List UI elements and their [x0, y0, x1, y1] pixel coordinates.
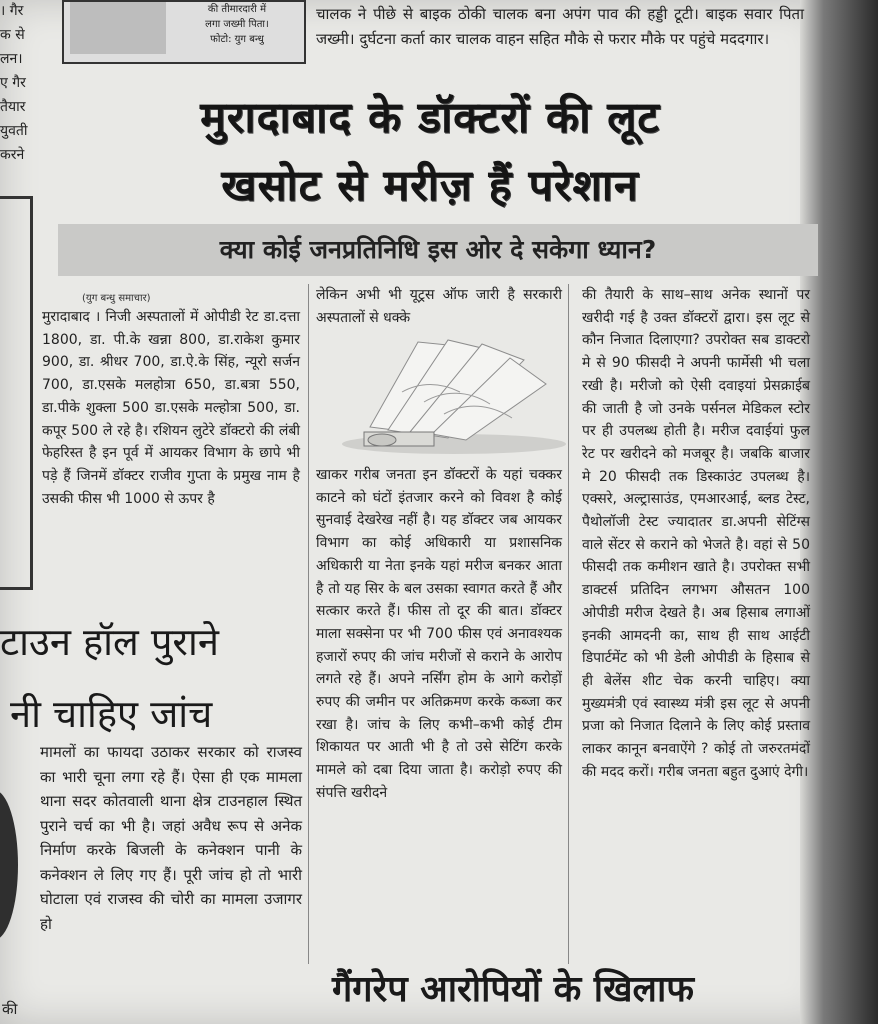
- caption-line: की तीमारदारी में: [207, 4, 267, 15]
- top-story-text: चालक ने पीछे से बाइक ठोकी चालक बना अपंग पाव की हड्डी टूटी। बाइक सवार पिता जख्मी। दुर्घटना कर्ता कार चालक वाहन सहित मौके से फरार मौके पर पहुंचे मददगार।: [316, 5, 804, 48]
- banknotes-image: [340, 332, 568, 456]
- headline-line-2: खसोट से मरीज़ हैं परेशान: [221, 161, 639, 211]
- side-headline-line-2: नी चाहिए जांच: [10, 692, 213, 736]
- left-cut-line: करने: [0, 147, 25, 163]
- caption-line: फोटो: युग बन्धु: [210, 34, 264, 45]
- side-headline: [0, 606, 300, 750]
- byline: (युग बन्धु समाचार): [82, 293, 151, 304]
- column-3-text: की तैयारी के साथ–साथ अनेक स्थानों पर खरीदी गई है उक्त डॉक्टरों द्वारा। इस लूट से कौन निजात दिलाएगा? उपरोक्त सब डाक्टरो मे से 90 फीसदी ने अपनी फार्मेसी भी चला रखी है। मरीजो को ऐसी दवाइयां प्रेसक्राईब की जाती है जो उनके पर्सनल मेडिकल स्टोर पर ही उपलब्ध होती है। मरीज दवाईयां फुल रेट पर खरीदने को मजबूर है। जबकि बाजार मे 20 फीसदी तक डिस्काउंट उपलब्ध है। एक्सरे, अल्ट्रासाउंड, एमआरआई, ब्लड टेस्ट, पैथोलॉजी टेस्ट ज्यादातर डा.अपनी सेटिंग्स वाले सेंटर से कराने को भेजते है। वहां से 50 फीसदी तक कमीशन खाते है। उपरोक्त सभी डाक्टर्स प्रतिदिन लगभग औसतन 100 ओपीडी मरीज देखते है। अब हिसाब लगाओं इनकी आमदनी का, साथ ही साथ आईटी डिपार्टमेंट को भी डेली ओपीडी के हिसाब से ही बेलेंस शीट चेक करनी चाहिए। क्या मुख्यमंत्री एवं स्वास्थ्य मंत्री इस लूट से अपनी प्रजा को निजात दिलाने के लिए कोई प्रस्ताव लाकर कानून बनवाऐंगे ? कोई तो जरुरतमंदों की मदद करों। गरीब जनता बहुत दुआएं देगी।: [582, 287, 810, 780]
- side-story-text: मामलों का फायदा उठाकर सरकार को राजस्व का भारी चूना लगा रहे हैं। ऐसा ही एक मामला थाना सदर कोतवाली थाना क्षेत्र टाउनहाल स्थित पुराने चर्च का भी है। जहां अवैध रूप से अनेक निर्माण करके बिजली के कनेक्शन पानी के कनेक्शन ले लिए गए हैं। पूरी जांच हो तो भारी घोटाला एवं राजस्व की चोरी का मामला उजागर हो: [40, 743, 302, 933]
- left-cut-line: लन।: [0, 51, 23, 67]
- left-cut-line: । गैर: [0, 3, 24, 19]
- left-cut-line: क से: [0, 27, 25, 43]
- left-box-border: [0, 196, 33, 590]
- money-photo: [340, 332, 568, 456]
- left-cut-line: ए गैर: [0, 75, 26, 91]
- subheadline-banner: क्या कोई जनप्रतिनिधि इस ओर दे सकेगा ध्यान?: [58, 224, 818, 276]
- caption-line: लगा जख्मी पिता।: [205, 19, 269, 30]
- bottom-headline: गैंगरेप आरोपियों के खिलाफ: [332, 969, 695, 1010]
- column-divider: [308, 284, 309, 964]
- top-photo-box: [62, 0, 306, 64]
- column-2-top-text: लेकिन अभी भी यूट्रस ऑफ जारी है सरकारी अस्पतालों से धक्के: [316, 287, 562, 326]
- left-cut-line: युवती: [0, 123, 28, 139]
- column-1-text: मुरादाबाद । निजी अस्पतालों में ओपीडी रेट डा.दत्ता 1800, डा. पी.के खन्ना 800, डा.राकेश कुमार 900, डा. श्रीधर 700, डा.ऐ.के सिंह, न्यूरो सर्जन 700, डा.एसके मलहोत्रा 650, डा.बत्रा 550, डा.पीके शुक्ला 500 डा.एसके मल्होत्रा 500, डा. कपूर 500 ले रहे है। रशियन लुटेरे डॉक्टरो की लंबी फेहरिस्त है इन पूर्व में आयकर विभाग के छापे भी पड़े हैं जिनमें डॉक्टर राजीव गुप्ता के प्रमुख नाम है उसकी फीस भी 1000 से ऊपर है: [42, 309, 300, 507]
- headline-line-1: मुरादाबाद के डॉक्टरों की लूट: [200, 93, 660, 143]
- top-photo-caption: [174, 2, 300, 47]
- bottom-left-cut: की: [2, 1000, 18, 1018]
- main-headline: [60, 84, 800, 220]
- side-headline-line-1: टाउन हॉल पुराने: [0, 620, 219, 664]
- top-photo: [70, 2, 166, 54]
- left-cut-column: [0, 2, 48, 170]
- left-cut-line: तैयार: [0, 99, 26, 115]
- page-edge-shadow: [800, 0, 878, 1024]
- column-divider: [568, 284, 569, 964]
- column-2-text: खाकर गरीब जनता इन डॉक्टरों के यहां चक्कर काटने को घंटों इंतजार करने को विवश है कोई सुनवाई देखरेख नहीं है। यह डॉक्टर जब आयकर विभाग का कोई अधिकारी या प्रशासनिक अधिकारी या नेता इनके यहां मरीज बनकर आता है तो यह सिर के बल उसका स्वागत करते हैं और सत्कार करते हैं। फीस तो दूर की बात। डॉक्टर माला सक्सेना पर भी 700 फीस एवं अनावश्यक हजारों रुपए की जांच मरीजों से कराने के आरोप लगते रहे हैं। अपने नर्सिंग होम के आगे करोड़ों रुपए की जमीन पर अतिक्रमण करके कब्जा कर रखा है। जांच के लिए कभी–कभी कोई टीम शिकायत पर आती भी है तो उसे सेटिंग करके मामले को दबा दिया जाता है। करोड़ो रुपए की संपत्ति खरीदने: [316, 467, 562, 801]
